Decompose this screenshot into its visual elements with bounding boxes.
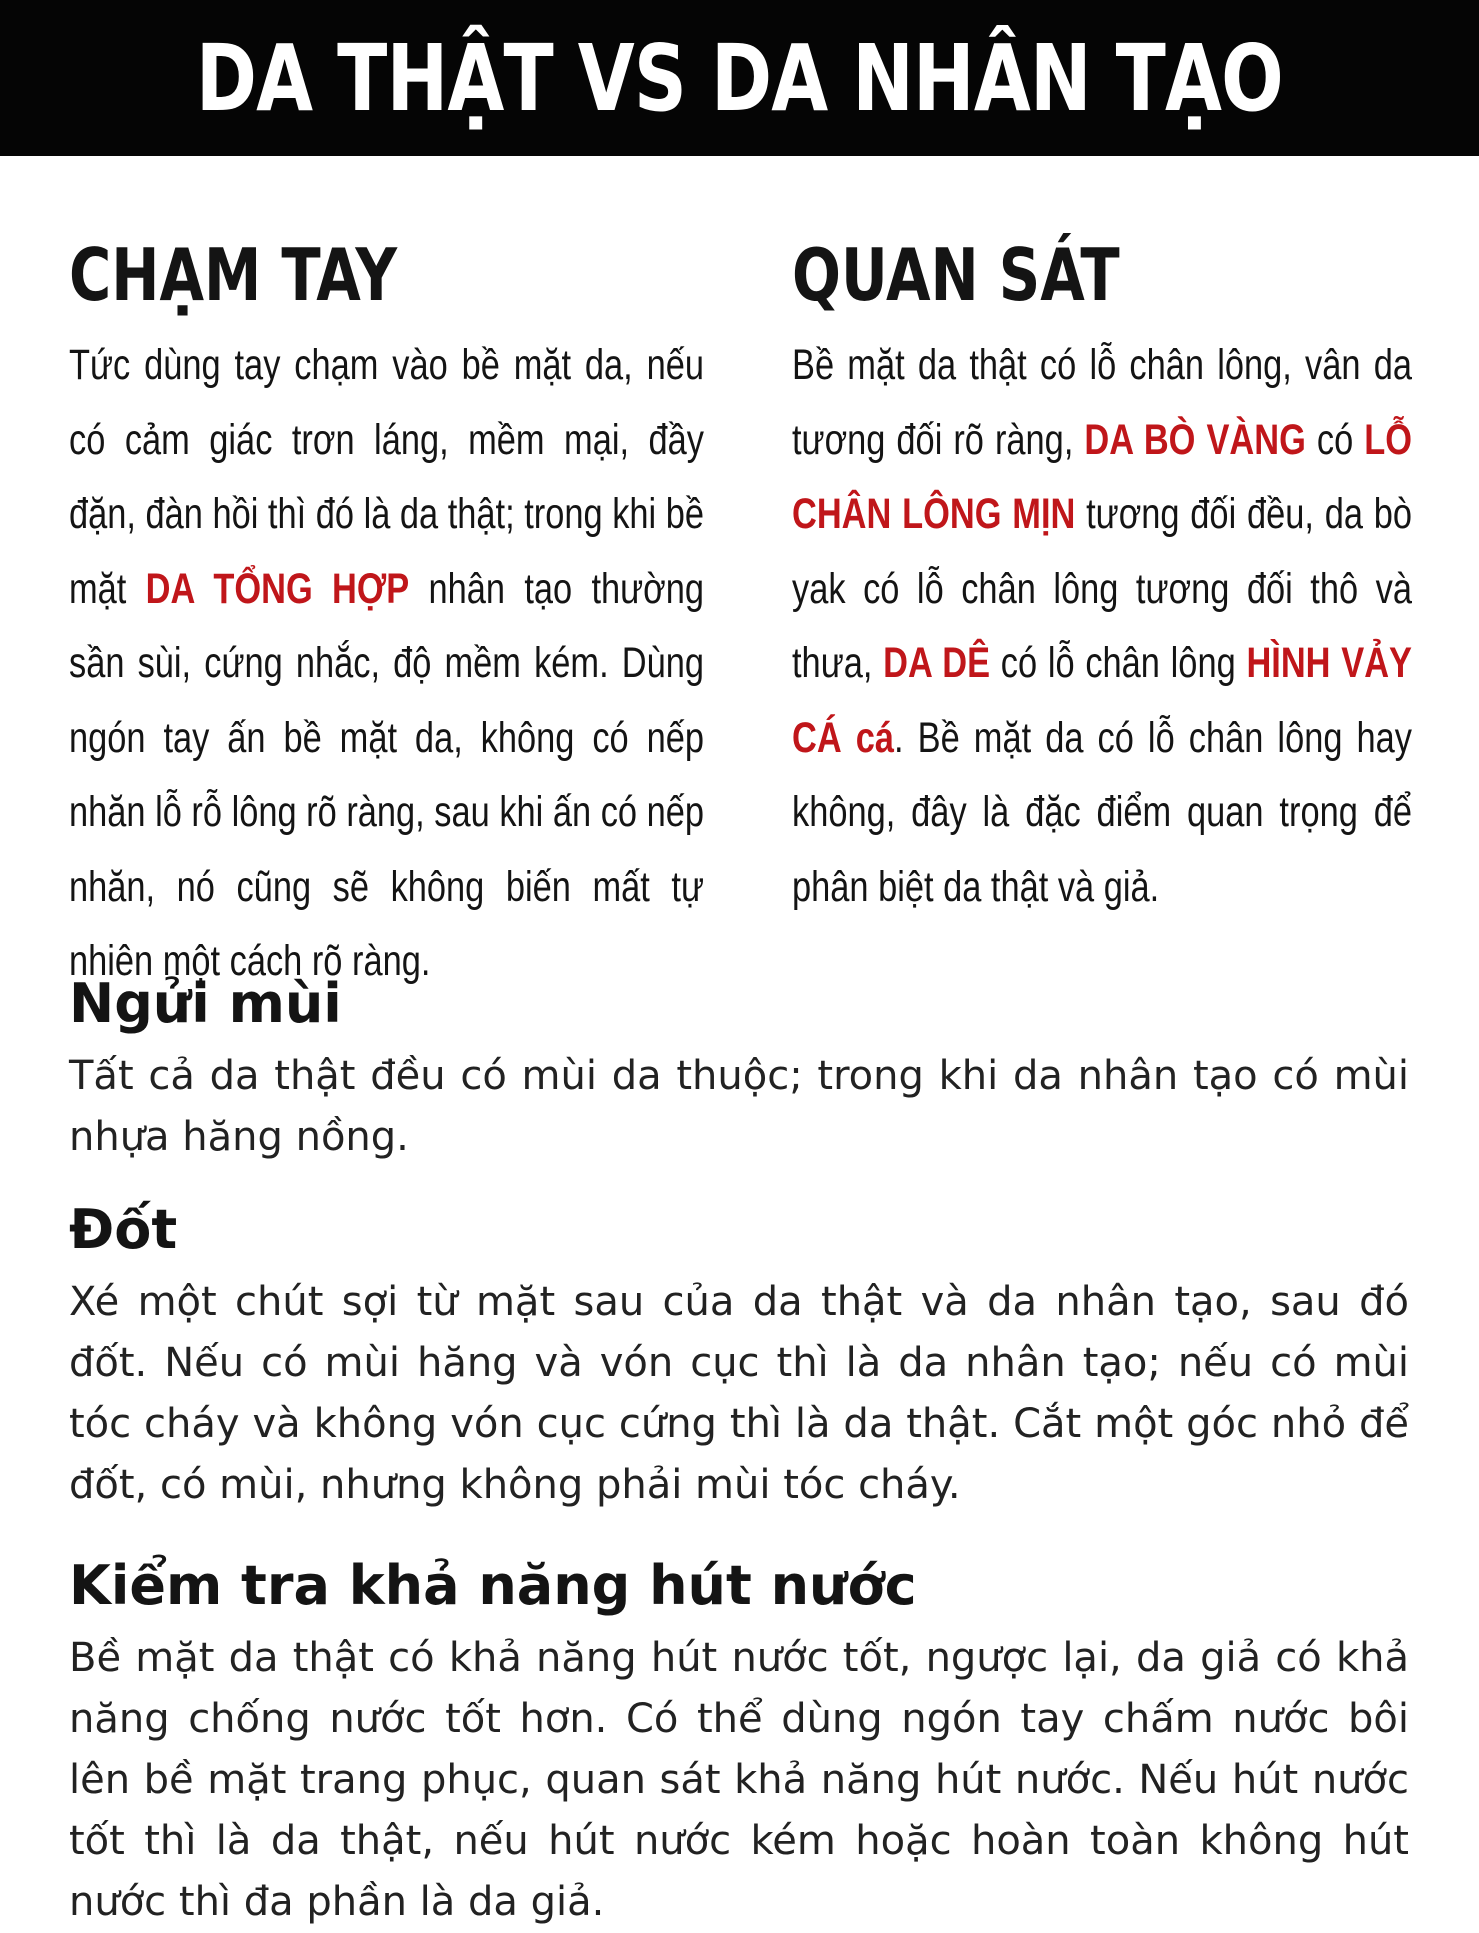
column-body-touch	[69, 328, 704, 999]
section-water-absorption	[69, 1554, 1409, 1933]
observe-highlight-fine-pores: LỖ CHÂN LÔNG MỊN	[792, 415, 1412, 538]
title-banner	[0, 0, 1479, 156]
touch-highlight-synthetic-leather: DA TỔNG HỢP	[145, 564, 410, 613]
observe-text-2: có	[1305, 415, 1365, 464]
section-body-smell: Tất cả da thật đều có mùi da thuộc; trong khi da nhân tạo có mùi nhựa hăng nồng.	[69, 1053, 1409, 1160]
column-body-observe	[792, 328, 1412, 924]
section-heading-smell: Ngửi mùi	[69, 972, 342, 1035]
column-heading-observe: QUAN SÁT	[792, 233, 1120, 317]
observe-highlight-goat-leather: DA DÊ	[883, 639, 991, 687]
section-body-water-absorption: Bề mặt da thật có khả năng hút nước tốt, ngược lại, da giả có khả năng chống nước tốt hơn. Có thể dùng ngón tay chấm nước bôi lên bề mặt trang phục, quan sát khả năng hút nước. Nếu hút nước tốt thì là da thật, nếu hút nước kém hoặc hoàn toàn không hút nước thì đa phần là da giả.	[69, 1635, 1409, 1925]
section-smell	[69, 972, 1409, 1168]
observe-text-5: . Bề mặt da có lỗ chân lông hay không, đây là đặc điểm quan trọng để phân biệt da thật và giả.	[792, 713, 1412, 911]
column-touch	[69, 232, 704, 999]
touch-text-2: nhân tạo thường sần sùi, cứng nhắc, độ mềm kém. Dùng ngón tay ấn bề mặt da, không có nếp nhăn lỗ rỗ lông rõ ràng, sau khi ấn có nếp nhăn, nó cũng sẽ không biến mất tự nhiên một cách rõ ràng.	[69, 564, 704, 985]
section-body-burn: Xé một chút sợi từ mặt sau của da thật và da nhân tạo, sau đó đốt. Nếu có mùi hăng và vón cục thì là da nhân tạo; nếu có mùi tóc cháy và không vón cục cứng thì là da thật. Cắt một góc nhỏ để đốt, có mùi, nhưng không phải mùi tóc cháy.	[69, 1279, 1409, 1508]
observe-text-4: có lỗ chân lông	[990, 639, 1247, 687]
column-heading-touch: CHẠM TAY	[69, 233, 398, 317]
section-burn	[69, 1198, 1409, 1516]
observe-highlight-yellow-cowhide: DA BÒ VÀNG	[1084, 415, 1306, 464]
section-heading-burn: Đốt	[69, 1198, 178, 1261]
observe-text-3: tương đối đều, da bò yak có lỗ chân lông tương đối thô và thưa,	[792, 490, 1413, 687]
page-title: DA THẬT VS DA NHÂN TẠO	[195, 24, 1284, 132]
observe-text-1: Bề mặt da thật có lỗ chân lông, vân da tương đối rõ ràng,	[792, 341, 1412, 464]
touch-text-1: Tức dùng tay chạm vào bề mặt da, nếu có cảm giác trơn láng, mềm mại, đầy đặn, đàn hồi thì đó là da thật; trong khi bề mặt	[69, 341, 704, 613]
column-observe	[792, 232, 1412, 924]
section-heading-water-absorption: Kiểm tra khả năng hút nước	[69, 1554, 917, 1617]
observe-highlight-fish-scale: HÌNH VẢY CÁ cá	[792, 639, 1412, 762]
